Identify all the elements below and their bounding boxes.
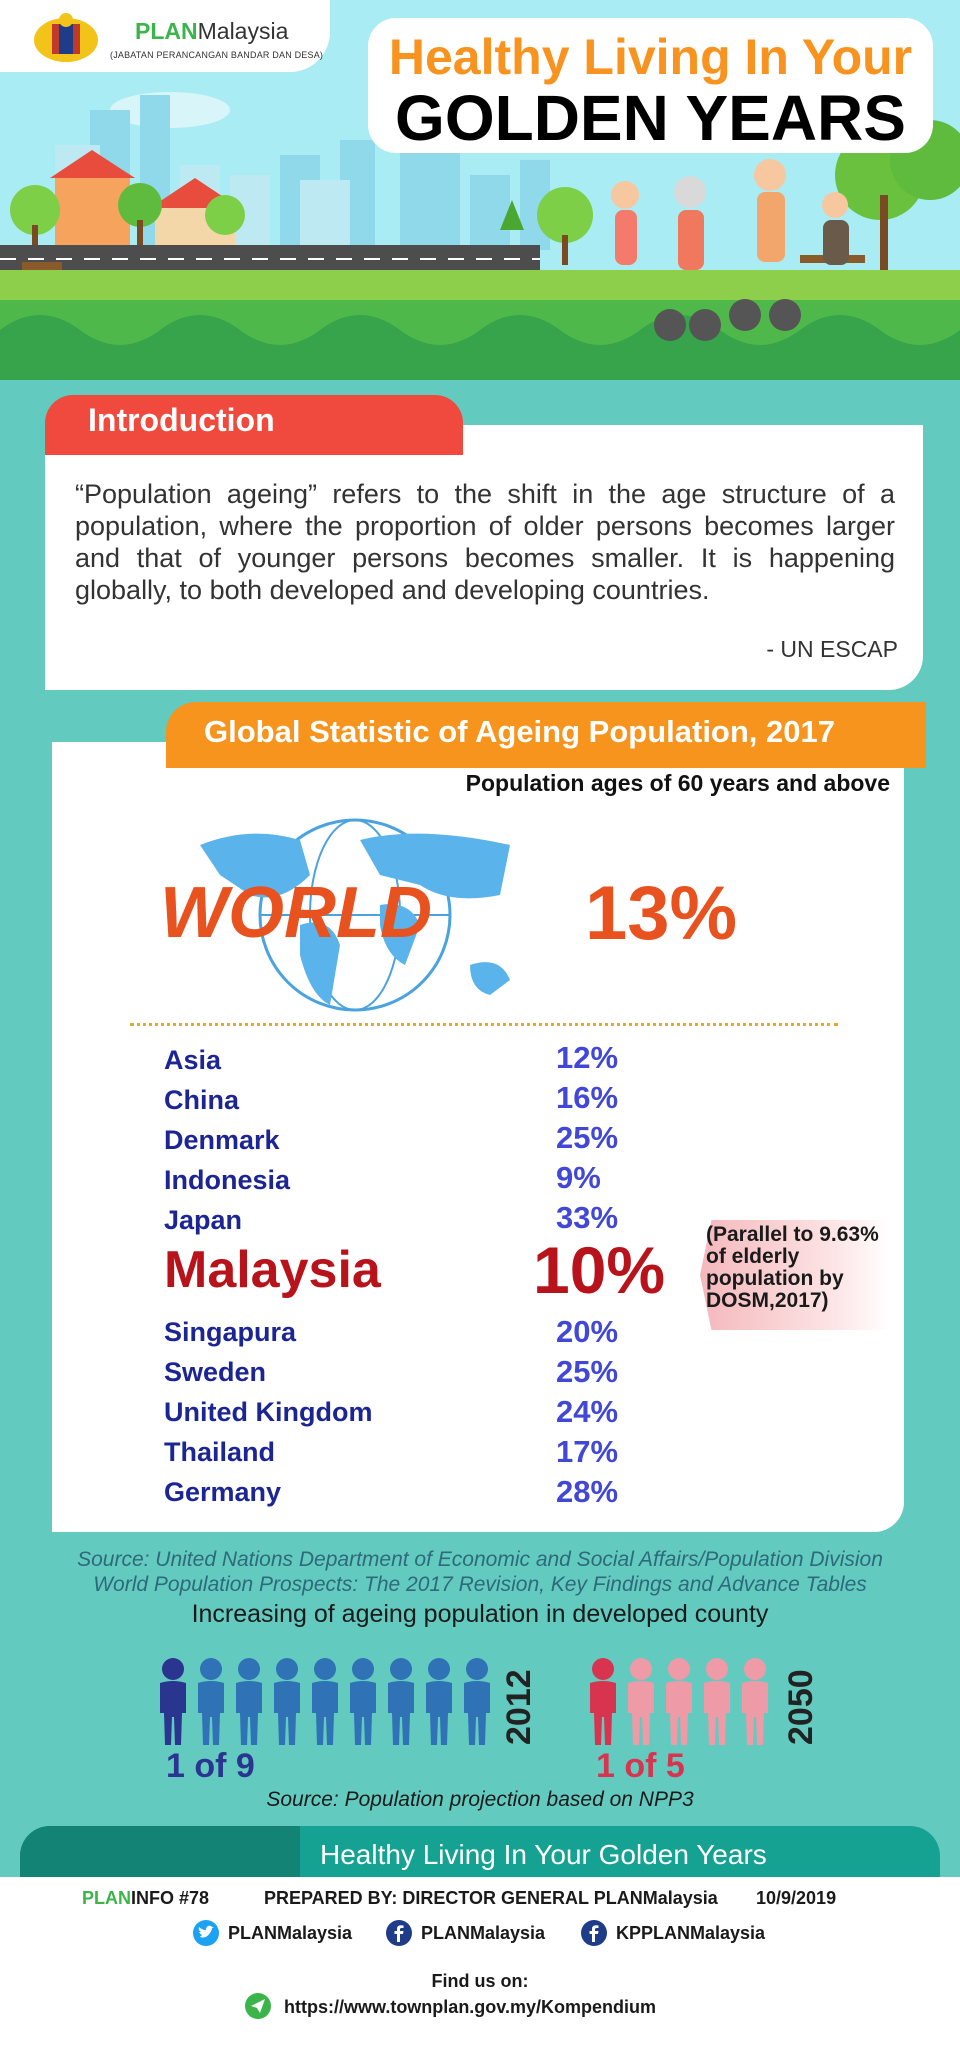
twitter-handle[interactable]: PLANMalaysia xyxy=(228,1923,353,1943)
people-group-2012 xyxy=(155,1655,500,1750)
value-japan: 33% xyxy=(556,1200,619,1235)
value-indonesia: 9% xyxy=(556,1160,601,1195)
logo-card xyxy=(0,0,330,72)
title-line2: GOLDEN YEARS xyxy=(395,82,906,154)
country-denmark: Denmark xyxy=(164,1125,280,1155)
value-united-kingdom: 24% xyxy=(556,1394,619,1429)
website-link[interactable]: https://www.townplan.gov.my/Kompendium xyxy=(284,1997,656,2017)
person-icon xyxy=(464,1658,490,1745)
logo-subtitle: (JABATAN PERANCANGAN BANDAR DAN DESA) xyxy=(110,50,324,60)
value-china: 16% xyxy=(556,1080,619,1115)
person-icon xyxy=(388,1658,414,1745)
facebook-handle-1[interactable]: PLANMalaysia xyxy=(421,1923,546,1943)
person-icon xyxy=(236,1658,262,1745)
country-thailand: Thailand xyxy=(164,1437,276,1467)
prepared-by: PREPARED BY: DIRECTOR GENERAL PLANMalaysia xyxy=(264,1888,718,1908)
value-germany: 28% xyxy=(556,1474,619,1509)
person-icon xyxy=(198,1658,224,1745)
intro-author: - UN ESCAP xyxy=(766,636,898,662)
banner-accent xyxy=(20,1826,300,1882)
footer xyxy=(0,1877,960,2060)
bottom-banner xyxy=(20,1826,940,1882)
facebook-icon[interactable] xyxy=(386,1920,412,1946)
person-icon xyxy=(274,1658,300,1745)
stats-source xyxy=(20,1547,940,1597)
year-2050: 2050 xyxy=(782,1669,820,1745)
banner-text: Healthy Living In Your Golden Years xyxy=(320,1839,767,1870)
country-singapura: Singapura xyxy=(164,1317,297,1347)
people-group-2050 xyxy=(585,1655,775,1750)
malaysia-note: (Parallel to 9.63% of elderly population by DOSM,2017) xyxy=(706,1223,879,1312)
title-line1: Healthy Living In Your xyxy=(388,29,913,85)
facebook-icon[interactable] xyxy=(581,1920,607,1946)
country-germany: Germany xyxy=(164,1477,282,1507)
person-icon xyxy=(628,1658,654,1745)
person-icon xyxy=(704,1658,730,1745)
ratio-2050: 1 of 5 xyxy=(596,1747,685,1785)
planinfo-label: PLANINFO #78 xyxy=(82,1888,210,1908)
country-asia: Asia xyxy=(164,1045,222,1075)
value-singapura: 20% xyxy=(556,1314,619,1349)
malaysia-coat-of-arms-icon xyxy=(30,10,102,65)
value-denmark: 25% xyxy=(556,1120,619,1155)
country-indonesia: Indonesia xyxy=(164,1165,291,1195)
intro-heading: Introduction xyxy=(88,402,275,438)
ratio-2012: 1 of 9 xyxy=(166,1747,255,1785)
title-card xyxy=(368,18,933,153)
dotted-divider xyxy=(130,1023,838,1026)
country-malaysia: Malaysia xyxy=(164,1241,381,1299)
stats-heading: Global Statistic of Ageing Population, 2017 xyxy=(204,714,835,749)
country-united-kingdom: United Kingdom xyxy=(164,1397,373,1427)
world-label: WORLD xyxy=(160,873,432,953)
value-sweden: 25% xyxy=(556,1354,619,1389)
country-japan: Japan xyxy=(164,1205,243,1235)
person-icon xyxy=(590,1658,616,1745)
country-china: China xyxy=(164,1085,240,1115)
ageing-heading: Increasing of ageing population in developed county xyxy=(191,1600,769,1628)
facebook-handle-2[interactable]: KPPLANMalaysia xyxy=(616,1923,766,1943)
stats-source-line1: Source: United Nations Department of Economic and Social Affairs/Population Division xyxy=(77,1548,883,1571)
stats-source-line2: World Population Prospects: The 2017 Revision, Key Findings and Advance Tables xyxy=(93,1573,867,1596)
world-value: 13% xyxy=(585,871,738,956)
find-us-label: Find us on: xyxy=(431,1971,529,1991)
intro-quote: “Population ageing” refers to the shift in the age structure of a population, where the proportion of older persons becomes larger and that of younger persons becomes smaller. It is happening globally, to both developed and developing countries. xyxy=(75,479,895,605)
country-sweden: Sweden xyxy=(164,1357,267,1387)
ageing-source: Source: Population projection based on NPP3 xyxy=(266,1788,694,1811)
person-icon xyxy=(742,1658,768,1745)
person-icon xyxy=(160,1658,186,1745)
twitter-icon[interactable] xyxy=(193,1920,219,1946)
send-arrow-icon[interactable] xyxy=(245,1993,271,2019)
footer-date: 10/9/2019 xyxy=(756,1888,837,1908)
person-icon xyxy=(426,1658,452,1745)
value-malaysia: 10% xyxy=(533,1233,666,1307)
hero-banner xyxy=(0,0,960,380)
person-icon xyxy=(350,1658,376,1745)
value-asia: 12% xyxy=(556,1040,619,1075)
stats-subheading: Population ages of 60 years and above xyxy=(465,770,890,796)
person-icon xyxy=(666,1658,692,1745)
logo-brand: PLANMalaysia xyxy=(135,18,289,44)
value-thailand: 17% xyxy=(556,1434,619,1469)
year-2012: 2012 xyxy=(500,1669,538,1745)
person-icon xyxy=(312,1658,338,1745)
